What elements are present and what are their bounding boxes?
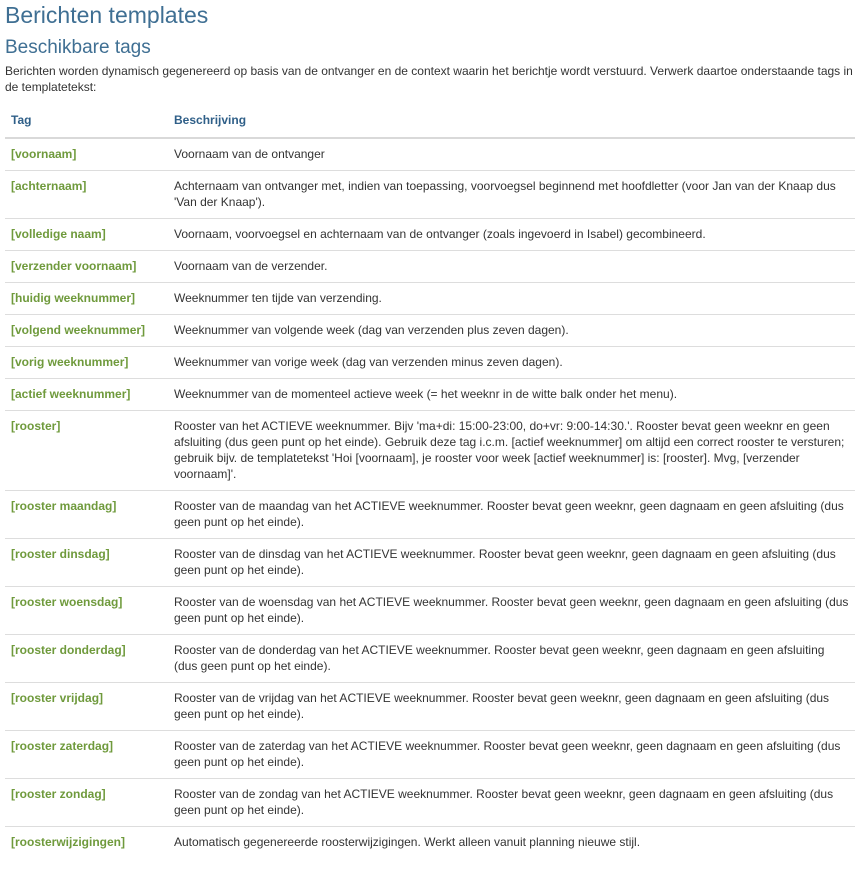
description-cell: Rooster van de vrijdag van het ACTIEVE weeknummer. Rooster bevat geen weeknr, geen dagnaam en geen afsluiting (dus geen punt op het einde). [168, 683, 855, 731]
tag-label: [huidig weeknummer] [11, 291, 136, 305]
tag-label: [achternaam] [11, 179, 87, 193]
tag-cell [5, 379, 168, 411]
description-cell: Voornaam van de ontvanger [168, 138, 855, 171]
description-cell: Rooster van de zaterdag van het ACTIEVE weeknummer. Rooster bevat geen weeknr, geen dagnaam en geen afsluiting (dus geen punt op het einde). [168, 731, 855, 779]
tag-label: [rooster vrijdag] [11, 691, 104, 705]
description-cell: Weeknummer ten tijde van verzending. [168, 283, 855, 315]
table-row [5, 779, 855, 827]
tag-cell [5, 251, 168, 283]
header-row [5, 104, 855, 138]
description-cell: Rooster van de donderdag van het ACTIEVE weeknummer. Rooster bevat geen weeknr, geen dagnaam en geen afsluiting (dus geen punt op het einde). [168, 635, 855, 683]
page-title: Berichten templates [5, 2, 209, 28]
tag-cell [5, 219, 168, 251]
tag-label: [actief weeknummer] [11, 387, 131, 401]
column-header-description: Beschrijving [168, 104, 855, 138]
tag-label: [rooster donderdag] [11, 643, 126, 657]
tag-cell [5, 138, 168, 171]
tag-label: [voornaam] [11, 147, 77, 161]
table-row [5, 347, 855, 379]
table-row [5, 491, 855, 539]
table-row [5, 635, 855, 683]
section-title: Beschikbare tags [5, 37, 151, 58]
table-row [5, 379, 855, 411]
description-cell: Rooster van de woensdag van het ACTIEVE weeknummer. Rooster bevat geen weeknr, geen dagnaam en geen afsluiting (dus geen punt op het einde). [168, 587, 855, 635]
tag-cell [5, 683, 168, 731]
tags-table-header [5, 104, 855, 138]
tag-cell [5, 731, 168, 779]
tag-label: [volgend weeknummer] [11, 323, 146, 337]
description-cell: Voornaam, voorvoegsel en achternaam van de ontvanger (zoals ingevoerd in Isabel) gecombineerd. [168, 219, 855, 251]
description-cell: Voornaam van de verzender. [168, 251, 855, 283]
tags-table [5, 104, 855, 858]
tag-label: [roosterwijzigingen] [11, 835, 125, 849]
description-cell: Rooster van de maandag van het ACTIEVE weeknummer. Rooster bevat geen weeknr, geen dagnaam en geen afsluiting (dus geen punt op het einde). [168, 491, 855, 539]
tag-cell [5, 635, 168, 683]
tag-cell [5, 283, 168, 315]
tag-label: [rooster woensdag] [11, 595, 123, 609]
table-row [5, 138, 855, 171]
tag-cell [5, 491, 168, 539]
description-cell: Achternaam van ontvanger met, indien van toepassing, voorvoegsel beginnend met hoofdletter (voor Jan van der Knaap dus 'Van der Knaap'). [168, 171, 855, 219]
column-header-tag: Tag [5, 104, 168, 138]
description-cell: Rooster van de dinsdag van het ACTIEVE weeknummer. Rooster bevat geen weeknr, geen dagnaam en geen afsluiting (dus geen punt op het einde). [168, 539, 855, 587]
table-row [5, 731, 855, 779]
tag-label: [rooster] [11, 419, 61, 433]
tag-label: [verzender voornaam] [11, 259, 137, 273]
table-row [5, 251, 855, 283]
intro-text: Berichten worden dynamisch gegenereerd op basis van de ontvanger en de context waarin het berichtje wordt verstuurd. Verwerk daartoe onderstaande tags in de templatetekst: [5, 64, 853, 94]
table-row [5, 411, 855, 491]
table-row [5, 539, 855, 587]
tag-cell [5, 411, 168, 491]
tag-label: [rooster dinsdag] [11, 547, 110, 561]
description-cell: Weeknummer van vorige week (dag van verzenden minus zeven dagen). [168, 347, 855, 379]
table-row [5, 283, 855, 315]
tags-table-body [5, 138, 855, 858]
table-row [5, 683, 855, 731]
tag-cell [5, 827, 168, 859]
tag-label: [volledige naam] [11, 227, 106, 241]
tag-label: [rooster maandag] [11, 499, 117, 513]
description-cell: Weeknummer van volgende week (dag van verzenden plus zeven dagen). [168, 315, 855, 347]
description-cell: Rooster van het ACTIEVE weeknummer. Bijv 'ma+di: 15:00-23:00, do+vr: 9:00-14:30.'. Rooster bevat geen weeknr en geen afsluiting (dus geen punt op het einde). Gebruik deze tag i.c.m. [actief weeknummer] om altijd een correct rooster te versturen; gebruik bijv. de templatetekst 'Hoi [voornaam], je rooster voor week [actief weeknummer] is: [rooster]. Mvg, [verzender voornaam]'. [168, 411, 855, 491]
tag-cell [5, 347, 168, 379]
table-row [5, 219, 855, 251]
tag-cell [5, 315, 168, 347]
tag-cell [5, 587, 168, 635]
table-row [5, 315, 855, 347]
tag-cell [5, 171, 168, 219]
table-row [5, 827, 855, 859]
description-cell: Automatisch gegenereerde roosterwijzigingen. Werkt alleen vanuit planning nieuwe stijl. [174, 835, 641, 849]
tag-label: [rooster zondag] [11, 787, 106, 801]
table-row [5, 587, 855, 635]
table-row [5, 171, 855, 219]
tag-label: [rooster zaterdag] [11, 739, 114, 753]
tag-cell [5, 779, 168, 827]
description-cell: Weeknummer van de momenteel actieve week (= het weeknr in de witte balk onder het menu). [168, 379, 855, 411]
tag-label: [vorig weeknummer] [11, 355, 129, 369]
tag-cell [5, 539, 168, 587]
description-cell: Rooster van de zondag van het ACTIEVE weeknummer. Rooster bevat geen weeknr, geen dagnaam en geen afsluiting (dus geen punt op het einde). [168, 779, 855, 827]
